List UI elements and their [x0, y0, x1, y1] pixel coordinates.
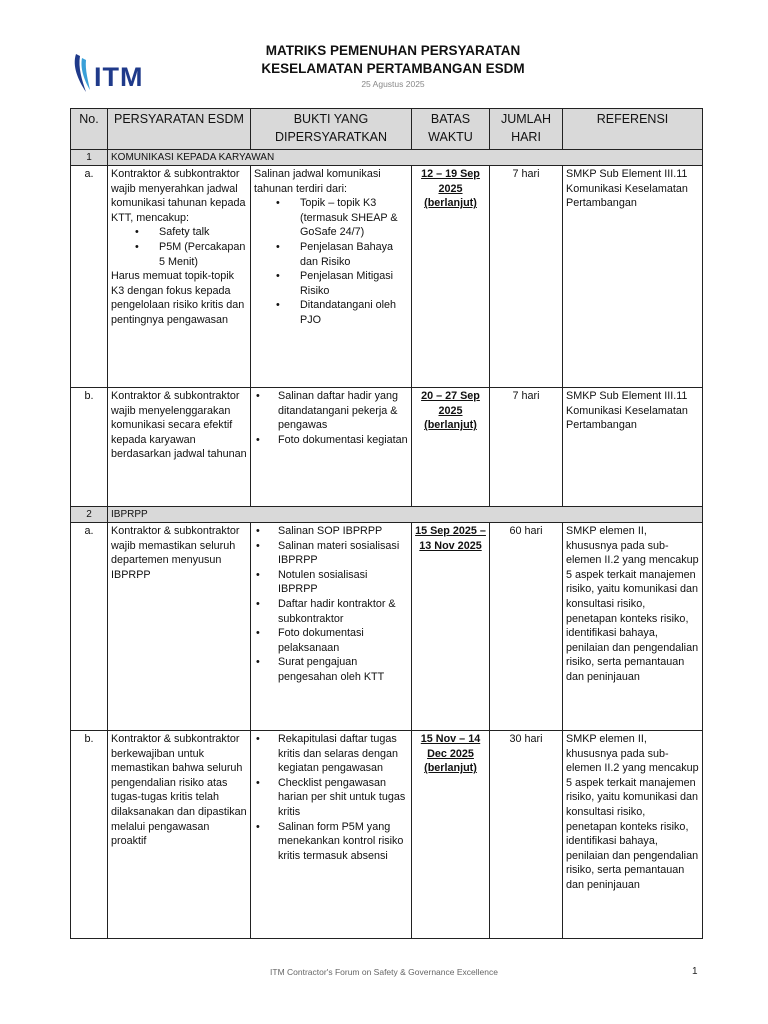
document-title-block: [200, 42, 586, 90]
header-no: No.: [71, 109, 108, 150]
header-jumlah-hari: JUMLAH HARI: [490, 109, 563, 150]
evidence-bullet: • Checklist pengawasan harian per shit untuk tugas kritis: [278, 776, 408, 820]
document-date: 25 Agustus 2025: [361, 79, 425, 89]
header-batas-waktu: BATAS WAKTU: [412, 109, 490, 150]
days-cell: 60 hari: [490, 523, 563, 731]
section-title: IBPRPP: [108, 507, 703, 523]
table-row: [71, 388, 703, 507]
evidence-bullet: • Salinan form P5M yang menekankan kontrol risiko kritis termasuk absensi: [278, 820, 408, 864]
row-no: b.: [71, 731, 108, 939]
reference-cell: SMKP elemen II, khususnya pada sub-elemen II.2 yang mencakup 5 aspek terkait manajemen risiko, yaitu komunikasi dan konsultasi risiko, penetapan konteks risiko, identifikasi bahaya, penilaian dan pengendalian risiko, serta pemantauan dan peninjauan: [563, 731, 703, 939]
deadline-cell: 12 – 19 Sep 2025 (berlanjut): [412, 166, 490, 388]
evidence-bullet: • Rekapitulasi daftar tugas kritis dan selaras dengan kegiatan pengawasan: [278, 732, 408, 776]
deadline-cell: 20 – 27 Sep 2025 (berlanjut): [412, 388, 490, 507]
evidence-bullet: • Penjelasan Bahaya dan Risiko: [300, 240, 408, 269]
section-title: KOMUNIKASI KEPADA KARYAWAN: [108, 150, 703, 166]
deadline-cell: 15 Sep 2025 – 13 Nov 2025: [412, 523, 490, 731]
header-bukti: BUKTI YANG DIPERSYARATKAN: [251, 109, 412, 150]
document-title-line-2: KESELAMATAN PERTAMBANGAN ESDM: [261, 61, 525, 76]
section-no: 2: [71, 507, 108, 523]
requirement-bullet: • Safety talk: [159, 225, 247, 240]
evidence-cell: [251, 731, 412, 939]
evidence-bullet: • Salinan daftar hadir yang ditandatangani pekerja & pengawas: [278, 389, 408, 433]
table-row: [71, 731, 703, 939]
document-title-line-1: MATRIKS PEMENUHAN PERSYARATAN: [265, 43, 521, 58]
reference-cell: SMKP Sub Element III.11 Komunikasi Keselamatan Pertambangan: [563, 388, 703, 507]
row-no: a.: [71, 166, 108, 388]
reference-cell: SMKP elemen II, khususnya pada sub-elemen II.2 yang mencakup 5 aspek terkait manajemen risiko, yaitu komunikasi dan konsultasi risiko, penetapan konteks risiko, identifikasi bahaya, penilaian dan pengendalian risiko, serta pemantauan dan peninjauan: [563, 523, 703, 731]
page-number: 1: [692, 966, 698, 977]
evidence-bullet: • Surat pengajuan pengesahan oleh KTT: [278, 655, 408, 684]
table-row: [71, 523, 703, 731]
requirement-cell: Kontraktor & subkontraktor wajib memastikan seluruh departemen menyusun IBPRPP: [108, 523, 251, 731]
evidence-bullet: • Salinan materi sosialisasi IBPRPP: [278, 539, 408, 568]
page-footer: ITM Contractor's Forum on Safety & Governance Excellence: [270, 967, 498, 977]
evidence-bullet: • Penjelasan Mitigasi Risiko: [300, 269, 408, 298]
evidence-bullet: • Notulen sosialisasi IBPRPP: [278, 568, 408, 597]
evidence-bullet: • Foto dokumentasi kegiatan: [278, 433, 408, 448]
evidence-cell: [251, 523, 412, 731]
evidence-cell: Salinan jadwal komunikasi tahunan terdiri dari: • Topik – topik K3 (termasuk SHEAP & GoSafe 24/7) • Penjelasan Bahaya dan Risiko • Penjelasan Mitigasi Risiko • Ditandatangani oleh PJO: [251, 166, 412, 388]
evidence-bullet: • Topik – topik K3 (termasuk SHEAP & GoSafe 24/7): [300, 196, 408, 240]
section-no: 1: [71, 150, 108, 166]
logo-text: ITM: [94, 62, 144, 92]
table-header-row: [71, 109, 703, 150]
evidence-cell: [251, 388, 412, 507]
row-no: a.: [71, 523, 108, 731]
table-row: [71, 166, 703, 388]
deadline-cell: 15 Nov – 14 Dec 2025 (berlanjut): [412, 731, 490, 939]
header-persyaratan: PERSYARATAN ESDM: [108, 109, 251, 150]
evidence-bullet: • Daftar hadir kontraktor & subkontraktor: [278, 597, 408, 626]
requirement-cell: Kontraktor & subkontraktor berkewajiban untuk memastikan bahwa seluruh pengendalian risiko atas tugas-tugas kritis telah dilaksanakan dan dipastikan melalui pengawasan proaktif: [108, 731, 251, 939]
requirements-matrix-table: [70, 108, 703, 939]
days-cell: 7 hari: [490, 166, 563, 388]
days-cell: 7 hari: [490, 388, 563, 507]
evidence-bullet: • Salinan SOP IBPRPP: [278, 524, 408, 539]
evidence-bullet: • Ditandatangani oleh PJO: [300, 298, 408, 327]
itm-logo-mark: [72, 52, 94, 94]
requirement-cell: Kontraktor & subkontraktor wajib menyerahkan jadwal komunikasi tahunan kepada KTT, mencakup: • Safety talk • P5M (Percakapan 5 Menit) Harus memuat topik-topik K3 dengan fokus kepada pengelolaan risiko kritis dan pentingnya pengawasan: [108, 166, 251, 388]
section-row: [71, 507, 703, 523]
evidence-bullet: • Foto dokumentasi pelaksanaan: [278, 626, 408, 655]
row-no: b.: [71, 388, 108, 507]
itm-logo: [72, 52, 162, 96]
section-row: [71, 150, 703, 166]
days-cell: 30 hari: [490, 731, 563, 939]
reference-cell: SMKP Sub Element III.11 Komunikasi Keselamatan Pertambangan: [563, 166, 703, 388]
header-referensi: REFERENSI: [563, 109, 703, 150]
requirement-cell: Kontraktor & subkontraktor wajib menyelenggarakan komunikasi secara efektif kepada karyawan berdasarkan jadwal tahunan: [108, 388, 251, 507]
requirement-bullet: • P5M (Percakapan 5 Menit): [159, 240, 247, 269]
